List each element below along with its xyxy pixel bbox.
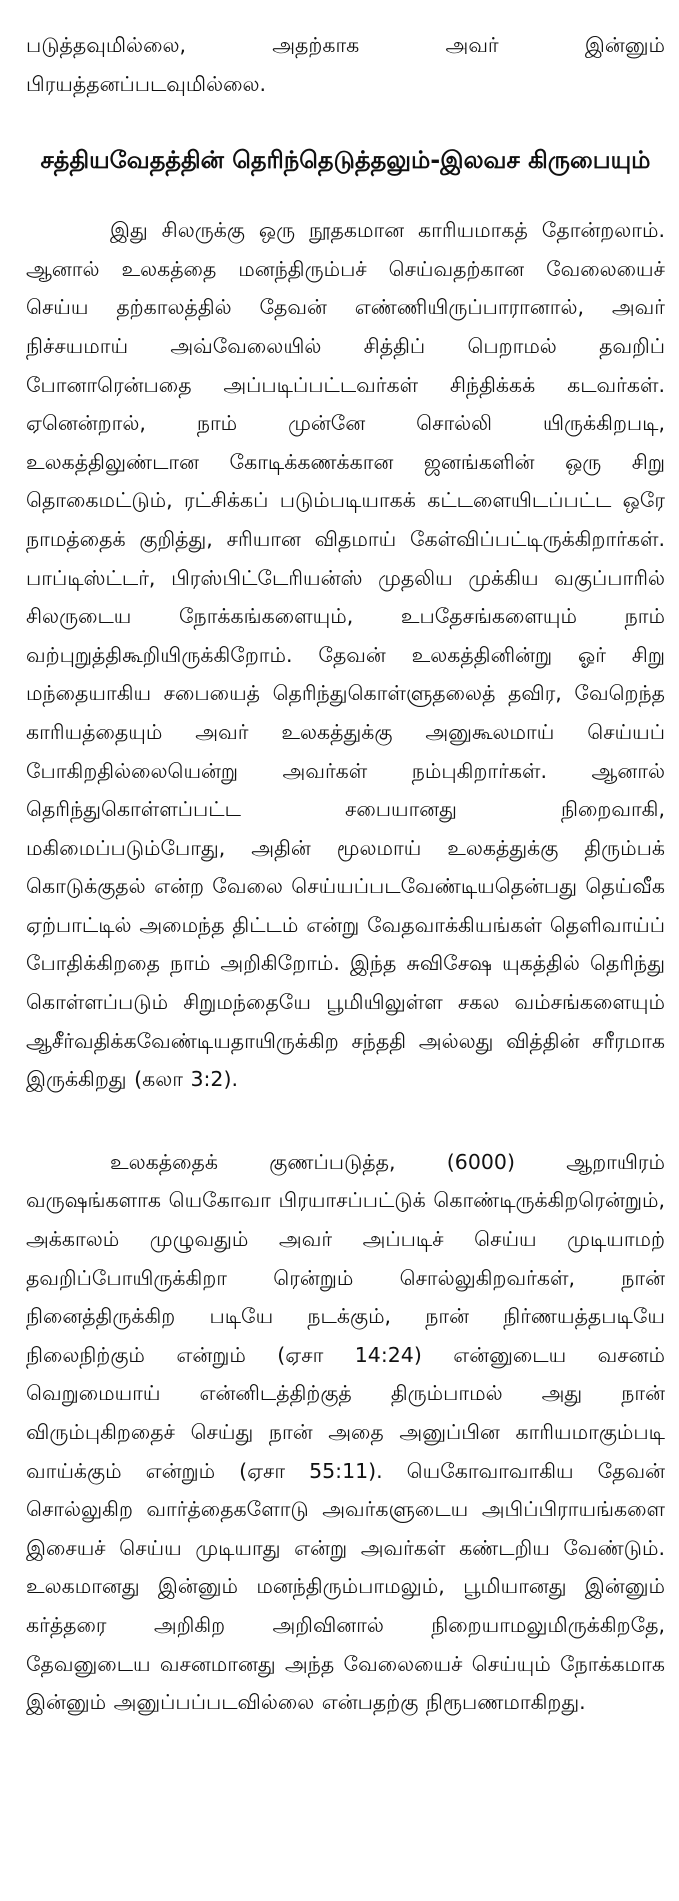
- body-paragraph-2: உலகத்தைக் குணப்படுத்த, (6000) ஆறாயிரம் வருஷங்களாக யெகோவா பிரயாசப்பட்டுக் கொண்டிருக்கிறரென்றும், அக்காலம் முழுவதும் அவர் அப்படிச் செய்ய முடியாமற் தவறிப்போயிருக்கிறா ரென்றும் சொல்லுகிறவர்கள், நான் நினைத்திருக்கிற படியே நடக்கும், நான் நிர்ணயத்தபடியே நிலைநிற்கும் என்றும் (ஏசா 14:24) என்னுடைய வசனம் வெறுமையாய் என்னிடத்திற்குத் திரும்பாமல் அது நான் விரும்புகிறதைச் செய்து நான் அதை அனுப்பின காரியமாகும்படி வாய்க்கும் என்றும் (ஏசா 55:11). யெகோவாவாகிய தேவன் சொல்லுகிற வார்த்தைகளோடு அவர்களுடைய அபிப்பிராயங்களை இசையச் செய்ய முடியாது என்று அவர்கள் கண்டறிய வேண்டும். உலகமானது இன்னும் மனந்திரும்பாமலும், பூமியானது இன்னும் கர்த்தரை அறிகிற அறிவினால் நிறையாமலுமிருக்கிறதே, தேவனுடைய வசனமானது அந்த வேலையைச் செய்யும் நோக்கமாக இன்னும் அனுப்பப்படவில்லை என்பதற்கு நிரூபணமாகிறது.: [26, 1149, 665, 1715]
- body-paragraph-1: இது சிலருக்கு ஒரு நூதகமான காரியமாகத் தோன்றலாம். ஆனால் உலகத்தை மனந்திரும்பச் செய்வதற்கான வேலையைச் செய்ய தற்காலத்தில் தேவன் எண்ணியிருப்பாரானால், அவர் நிச்சயமாய் அவ்வேலையில் சித்திப் பெறாமல் தவறிப் போனாரென்பதை அப்படிப்பட்டவர்கள் சிந்திக்கக் கடவர்கள். ஏனென்றால், நாம் முன்னே சொல்லி யிருக்கிறபடி, உலகத்திலுண்டான கோடிக்கணக்கான ஜனங்களின் ஒரு சிறு தொகைமட்டும், ரட்சிக்கப் படும்படியாகக் கட்டளையிடப்பட்ட ஒரே நாமத்தைக் குறித்து, சரியான விதமாய் கேள்விப்பட்டிருக்கிறார்கள். பாப்டிஸ்ட்டர், பிரஸ்பிட்டேரியன்ஸ் முதலிய முக்கிய வகுப்பாரில் சிலருடைய நோக்கங்களையும், உபதேசங்களையும் நாம் வற்புறுத்திகூறியிருக்கிறோம். தேவன் உலகத்தினின்று ஓர் சிறு மந்தையாகிய சபையைத் தெரிந்துகொள்ளுதலைத் தவிர, வேறெந்த காரியத்தையும் அவர் உலகத்துக்கு அனுகூலமாய் செய்யப் போகிறதில்லையென்று அவர்கள் நம்புகிறார்கள். ஆனால் தெரிந்துகொள்ளப்பட்ட சபையானது நிறைவாகி, மகிமைப்படும்போது, அதின் மூலமாய் உலகத்துக்கு திரும்பக் கொடுக்குதல் என்ற வேலை செய்யப்படவேண்டியதென்பது தெய்வீக ஏற்பாட்டில் அமைந்த திட்டம் என்று வேதவாக்கியங்கள் தெளிவாய்ப் போதிக்கிறதை நாம் அறிகிறோம். இந்த சுவிசேஷ யுகத்தில் தெரிந்து கொள்ளப்படும் சிறுமந்தையே பூமியிலுள்ள சகல வம்சங்களையும் ஆசீர்வதிக்கவேண்டியதாயிருக்கிற சந்ததி அல்லது வித்தின் சரீரமாக இருக்கிறது (கலா 3:2).: [26, 218, 665, 1092]
- section-heading: சத்தியவேதத்தின் தெரிந்தெடுத்தலும்-இலவச கிருபையும்: [40, 146, 651, 175]
- opening-paragraph: படுத்தவுமில்லை, அதற்காக அவர் இன்னும் பிரயத்தனப்படவுமில்லை.: [26, 33, 665, 96]
- paragraph-spacer: [26, 1099, 665, 1143]
